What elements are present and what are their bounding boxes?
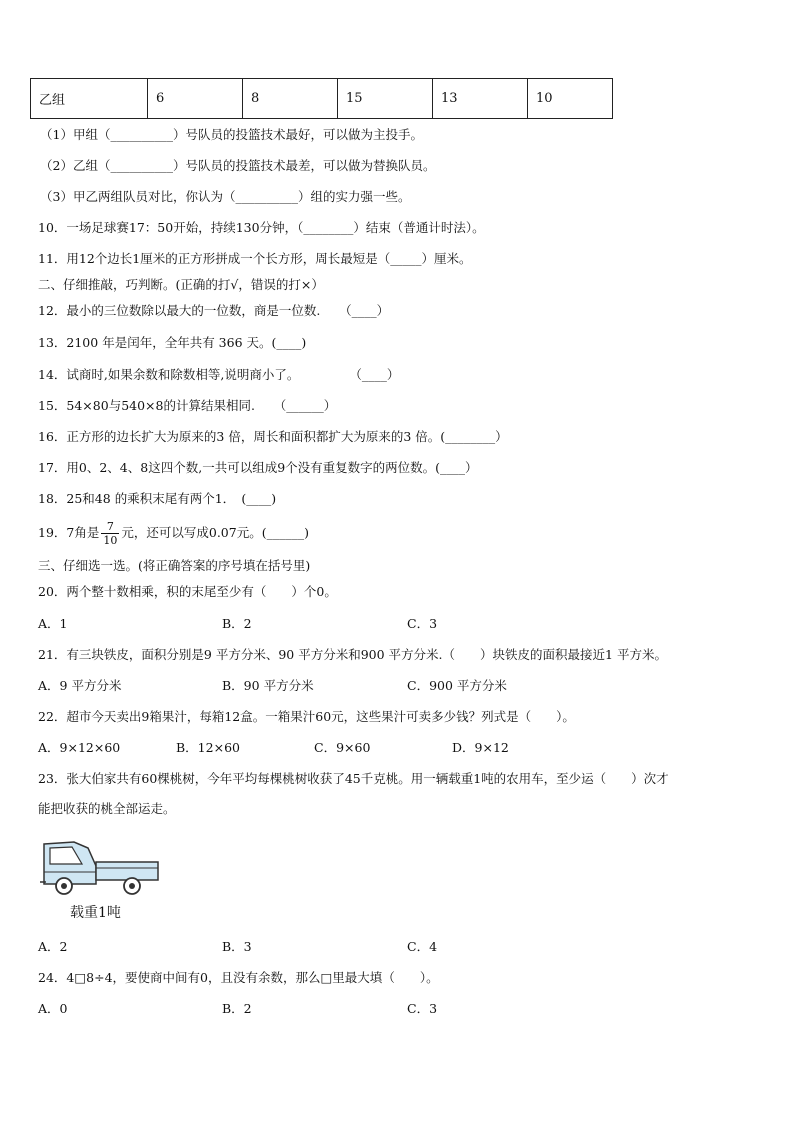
option-b: B．3 bbox=[222, 939, 252, 954]
question-21-stem: 21．有三块铁皮，面积分别是9 平方分米、90 平方分米和900 平方分米.（ ）块铁皮的面积最接近1 平方米。 bbox=[38, 647, 667, 662]
option-a: A．9 平方分米 bbox=[38, 678, 122, 693]
table-cell: 10 bbox=[528, 79, 613, 119]
option-d: D．9×12 bbox=[452, 740, 509, 755]
question-23-stem: 23．张大伯家共有60棵桃树，今年平均每棵桃树收获了45千克桃。用一辆载重1吨的农用车，至少运（ ）次才 bbox=[38, 771, 669, 786]
question-13: 13．2100 年是闰年，全年共有 366 天。(____) bbox=[38, 335, 307, 350]
truck-caption: 载重1吨 bbox=[70, 905, 121, 921]
option-c: C．3 bbox=[407, 616, 438, 631]
question-16: 16．正方形的边长扩大为原来的3 倍，周长和面积都扩大为原来的3 倍。(________） bbox=[38, 429, 508, 444]
question-23-stem-cont: 能把收获的桃全部运走。 bbox=[38, 801, 176, 816]
section-3-title: 三、仔细选一选。(将正确答案的序号填在括号里) bbox=[38, 558, 311, 573]
question-14: 14．试商时,如果余数和除数相等,说明商小了。 （____） bbox=[38, 367, 400, 382]
question-11: 11．用12个边长1厘米的正方形拼成一个长方形，周长最短是（_____）厘米。 bbox=[38, 251, 472, 266]
question-19-pre: 19．7角是 bbox=[38, 525, 100, 540]
option-b: B．2 bbox=[222, 616, 252, 631]
question-24-stem: 24．4□8÷4，要使商中间有0，且没有余数，那么□里最大填（ ）。 bbox=[38, 970, 439, 985]
option-a: A．1 bbox=[38, 616, 68, 631]
table-cell: 15 bbox=[338, 79, 433, 119]
option-c: C．9×60 bbox=[314, 740, 371, 755]
section-2-title: 二、仔细推敲，巧判断。(正确的打√，错误的打×） bbox=[38, 277, 324, 292]
question-20-stem: 20．两个整十数相乘，积的末尾至少有（ ）个0。 bbox=[38, 584, 337, 599]
question-10: 10．一场足球赛17：50开始，持续130分钟，（________）结束（普通计时法）。 bbox=[38, 220, 485, 235]
table-row bbox=[31, 79, 613, 119]
table-cell: 13 bbox=[433, 79, 528, 119]
option-b: B．90 平方分米 bbox=[222, 678, 314, 693]
question-19-post: 元，还可以写成0.07元。(______) bbox=[121, 525, 309, 540]
question-9-1: （1）甲组（__________）号队员的投篮技术最好，可以做为主投手。 bbox=[40, 127, 423, 142]
option-a: A．9×12×60 bbox=[38, 740, 121, 755]
option-c: C．4 bbox=[407, 939, 438, 954]
question-15: 15．54×80与540×8的计算结果相同. （______） bbox=[38, 398, 337, 413]
option-c: C．3 bbox=[407, 1001, 438, 1016]
question-12: 12．最小的三位数除以最大的一位数，商是一位数. （____） bbox=[38, 303, 390, 318]
option-b: B．12×60 bbox=[176, 740, 240, 755]
truck-illustration bbox=[38, 836, 162, 896]
question-17: 17．用0、2、4、8这四个数,一共可以组成9个没有重复数字的两位数。(____） bbox=[38, 460, 478, 475]
option-c: C．900 平方分米 bbox=[407, 678, 507, 693]
fraction-denominator: 10 bbox=[103, 534, 118, 547]
option-a: A．2 bbox=[38, 939, 68, 954]
question-9-3: （3）甲乙两组队员对比，你认为（__________）组的实力强一些。 bbox=[40, 189, 411, 204]
table-cell: 8 bbox=[243, 79, 338, 119]
fraction bbox=[101, 520, 119, 547]
table-cell: 乙组 bbox=[31, 79, 148, 119]
question-9-2: （2）乙组（__________）号队员的投篮技术最差，可以做为替换队员。 bbox=[40, 158, 436, 173]
score-table bbox=[30, 78, 613, 119]
option-b: B．2 bbox=[222, 1001, 252, 1016]
question-18: 18．25和48 的乘积末尾有两个1． (____) bbox=[38, 491, 277, 506]
fraction-numerator: 7 bbox=[101, 520, 119, 534]
option-a: A．0 bbox=[38, 1001, 68, 1016]
question-22-stem: 22．超市今天卖出9箱果汁，每箱12盒。一箱果汁60元，这些果汁可卖多少钱？列式是（ ）。 bbox=[38, 709, 575, 724]
table-cell: 6 bbox=[148, 79, 243, 119]
question-19 bbox=[38, 518, 309, 548]
